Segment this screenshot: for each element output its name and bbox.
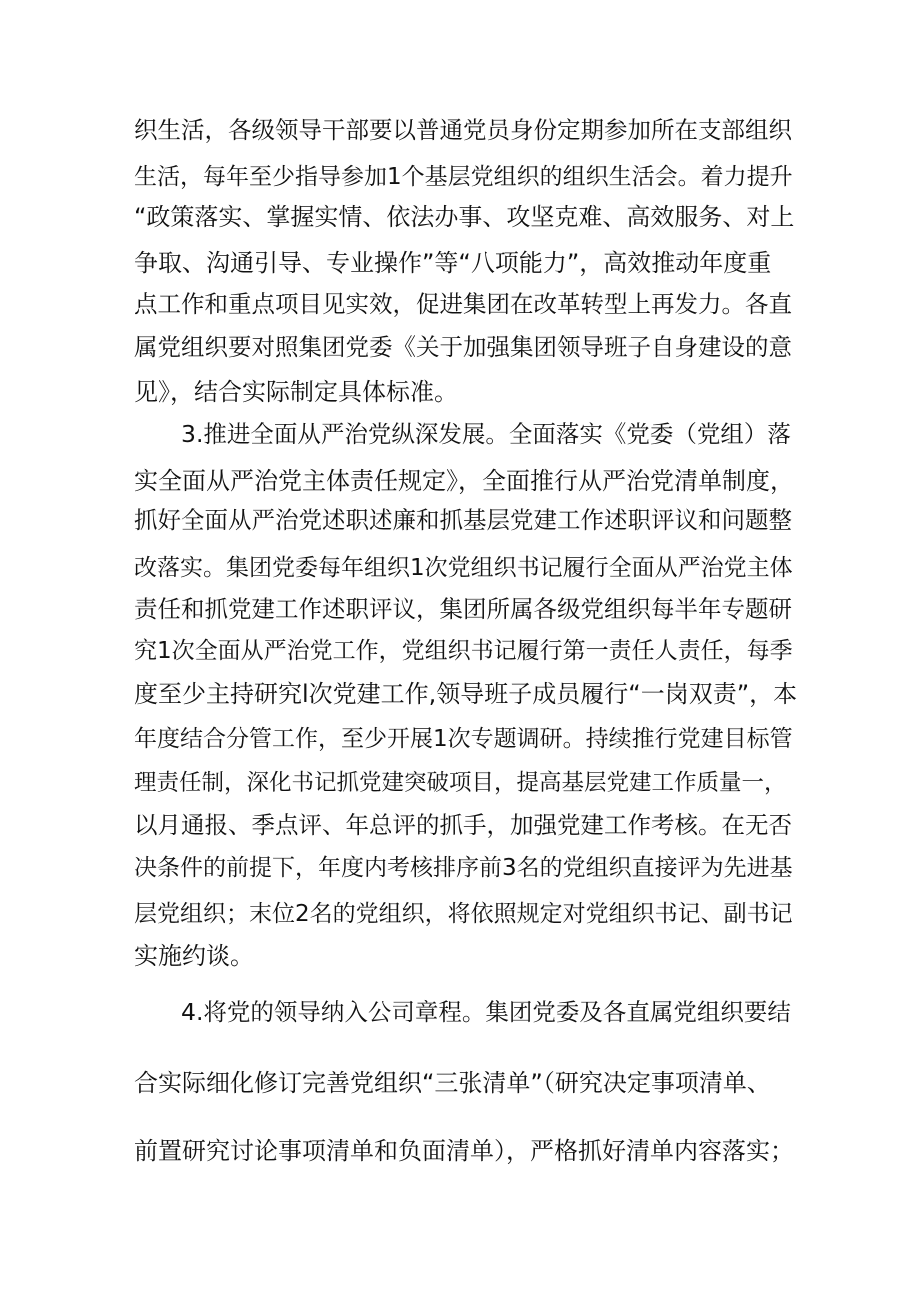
text-line: 3.推进全面从严治党纵深发展。全面落实《党委（党组）落 — [181, 420, 791, 448]
text-line: 织生活，各级领导干部要以普通党员身份定期参加所在支部组织 — [134, 116, 792, 144]
text-line: 以月通报、季点评、年总评的抓手，加强党建工作考核。在无否 — [134, 811, 792, 839]
text-line: 实全面从严治党主体责任规定》，全面推行从严治党清单制度， — [134, 467, 794, 495]
text-line: “政策落实、掌握实情、依法办事、攻坚克难、高效服务、对上 — [134, 203, 795, 231]
text-line: 争取、沟通引导、专业操作”等“八项能力”，高效推动年度重 — [134, 249, 772, 277]
text-line: 生活，每年至少指导参加1个基层党组织的组织生活会。着力提升 — [134, 164, 793, 190]
text-line: 理责任制，深化书记抓党建突破项目，提高基层党建工作质量一， — [134, 770, 787, 796]
text-line: 4.将党的领导纳入公司章程。集团党委及各直属党组织要结 — [181, 998, 791, 1026]
text-line: 见》，结合实际制定具体标准。 — [134, 378, 458, 406]
text-line: 属党组织要对照集团党委《关于加强集团领导班子自身建设的意 — [134, 333, 792, 361]
text-line: 究1次全面从严治党工作，党组织书记履行第一责任人责任，每季 — [134, 638, 793, 664]
text-line: 实施约谈。 — [134, 942, 254, 970]
text-line: 点工作和重点项目见实效，促进集团在改革转型上再发力。各直 — [134, 290, 792, 318]
text-line: 责任和抓党建工作述职评议，集团所属各级党组织每半年专题研 — [134, 595, 792, 623]
text-line: 合实际细化修订完善党组织“三张清单”（研究决定事项清单、 — [134, 1069, 771, 1097]
text-line: 前置研究讨论事项清单和负面清单），严格抓好清单内容落实； — [134, 1137, 794, 1165]
text-line: 改落实。集团党委每年组织1次党组织书记履行全面从严治党主体 — [134, 555, 793, 581]
text-line: 抓好全面从严治党述职述廉和抓基层党建工作述职评议和问题整 — [134, 506, 792, 534]
text-line: 年度结合分管工作，至少开展1次专题调研。持续推行党建目标管 — [134, 726, 793, 752]
text-line: 决条件的前提下，年度内考核排序前3名的党组织直接评为先进基 — [134, 855, 793, 881]
text-line: 层党组织；末位2名的党组织，将依照规定对党组织书记、副书记 — [134, 901, 793, 927]
text-line: 度至少主持研究l次党建工作,领导班子成员履行“一岗双责”，本 — [134, 680, 798, 708]
